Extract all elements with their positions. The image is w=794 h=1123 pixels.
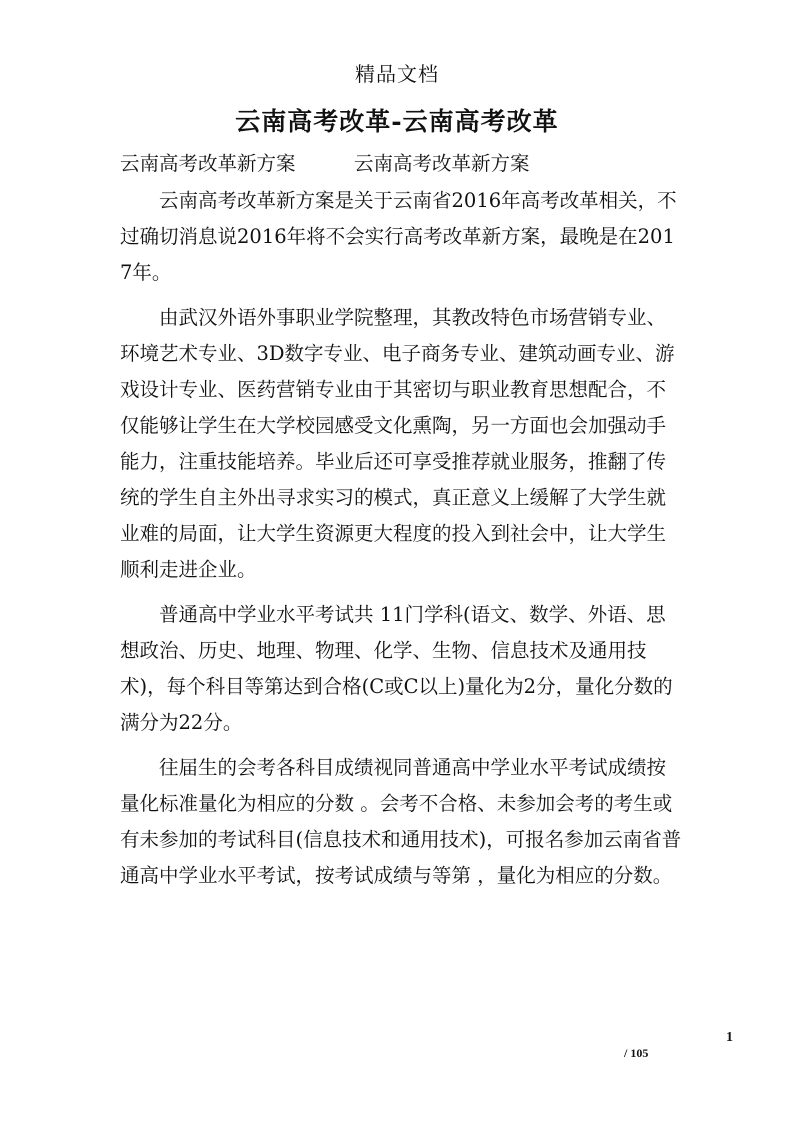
paragraph-3: 普通高中学业水平考试共 11门学科(语文、数学、外语、思想政治、历史、地理、物理、化学、生物、信息技术及通用技术)，每个科目等第达到合格(C或C以上)量化为2分，量化分数的满分为22分。 (120, 603, 673, 734)
page-total: / 105 (624, 1046, 649, 1060)
document-title: 云南高考改革-云南高考改革 (235, 107, 559, 136)
document-subtitle: 云南高考改革新方案 云南高考改革新方案 (120, 152, 530, 175)
paragraph-2: 由武汉外语外事职业学院整理，其教改特色市场营销专业、环境艺术专业、3D数字专业、电子商务专业、建筑动画专业、游戏设计专业、医药营销专业由于其密切与职业教育思想配合，不仅能够让学生在大学校园感受文化熏陶，另一方面也会加强动手能力，注重技能培养。毕业后还可享受推荐就业服务，推翻了传统的学生自主外出寻求实习的模式，真正意义上缓解了大学生就业难的局面，让大学生资源更大程度的投入到社会中，让大学生顺利走进企业。 (120, 306, 675, 581)
page-number: 1 (726, 1030, 733, 1045)
paragraph-4: 往届生的会考各科目成绩视同普通高中学业水平考试成绩按量化标准量化为相应的分数 。会考不合格、未参加会考的考生或有未参加的考试科目(信息技术和通用技术)，可报名参加云南省普通高中学业水平考试，按考试成绩与等第 ，量化为相应的分数。 (120, 756, 682, 887)
document-body (120, 183, 685, 903)
paragraph-1: 云南高考改革新方案是关于云南省2016年高考改革相关，不过确切消息说2016年将不会实行高考改革新方案，最晚是在2017年。 (120, 189, 677, 284)
document-header: 精品文档 (355, 62, 439, 86)
